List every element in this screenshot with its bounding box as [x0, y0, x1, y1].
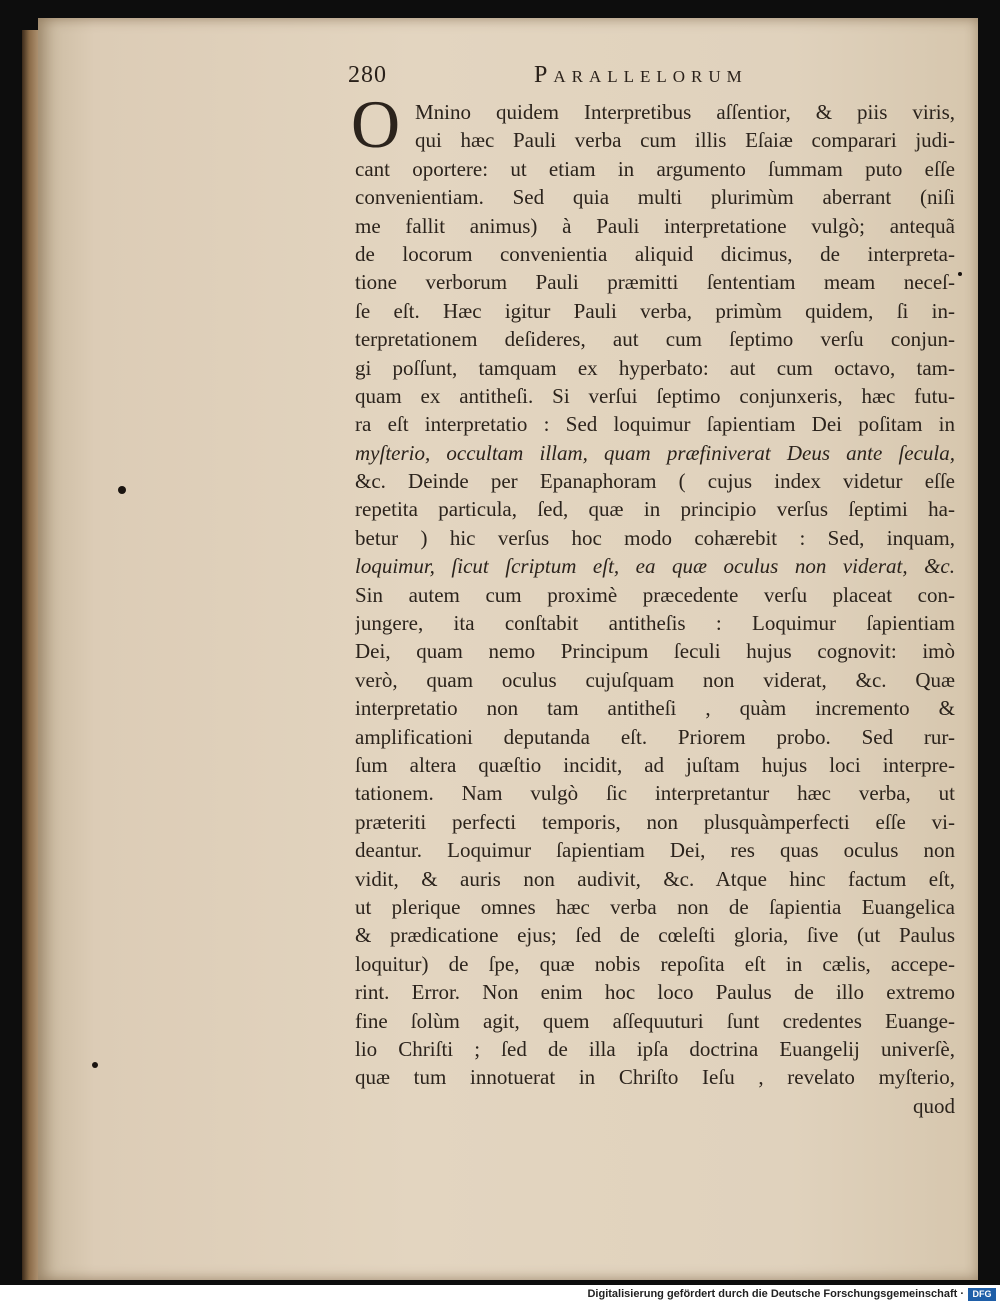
- text-line: verò, quam oculus cujuſquam non viderat, &c. Quæ: [355, 667, 955, 692]
- text-line: ſum altera quæſtio incidit, ad juſtam hujus loci interpre-: [355, 752, 955, 777]
- text-line: lio Chriſti ; ſed de illa ipſa doctrina Euangelij univerſè,: [355, 1036, 955, 1061]
- text-line: tione verborum Pauli præmitti ſententiam meam neceſ-: [355, 270, 955, 295]
- text-line: jungere, ita conſtabit antitheſis : Loquimur ſapientiam: [355, 611, 955, 636]
- text-line: Sin autem cum proximè præcedente verſu placeat con-: [355, 582, 955, 607]
- text-line: convenientiam. Sed quia multi plurimùm aberrant (niſi: [355, 185, 955, 210]
- text-line: quam ex antitheſi. Si verſui ſeptimo conjunxeris, hæc futu-: [355, 383, 955, 408]
- text-line: terpretationem deſideres, aut cum ſeptimo verſu conjun-: [355, 327, 955, 352]
- digitization-footer: [0, 1285, 1000, 1305]
- text-line: loquimur, ſicut ſcriptum eſt, ea quæ oculus non viderat, &c.: [355, 554, 955, 579]
- text-line: quæ tum innotuerat in Chriſto Ieſu , revelato myſterio,: [355, 1065, 955, 1090]
- page-number: 280: [348, 62, 387, 88]
- running-title: Parallelorum: [534, 62, 748, 88]
- ink-speck: [958, 272, 962, 276]
- text-line: de locorum convenientia aliquid dicimus, de interpreta-: [355, 241, 955, 266]
- text-line: rint. Error. Non enim hoc loco Paulus de illo extremo: [355, 980, 955, 1005]
- text-line: fine ſolùm agit, quem aſſequuturi ſunt credentes Euange-: [355, 1008, 955, 1033]
- text-line: ſe eſt. Hæc igitur Pauli verba, primùm quidem, ſi in-: [355, 298, 955, 323]
- text-line: myſterio, occultam illam, quam præfiniverat Deus ante ſecula,: [355, 440, 955, 465]
- text-line: Mnino quidem Interpretibus aſſentior, & piis viris,: [415, 100, 955, 124]
- text-line: ut plerique omnes hæc verba non de ſapientia Euangelica: [355, 894, 955, 919]
- text-line: interpretatio non tam antitheſi , quàm incremento &: [355, 696, 955, 721]
- text-line: vidit, & auris non audivit, &c. Atque hinc factum eſt,: [355, 866, 955, 891]
- drop-cap: O: [351, 86, 401, 162]
- page-header: [348, 62, 968, 92]
- catchword: quod: [913, 1093, 955, 1118]
- text-line: me fallit animus) à Pauli interpretatione vulgò; antequã: [355, 213, 955, 238]
- text-line: deantur. Loquimur ſapientiam Dei, res quas oculus non: [355, 838, 955, 863]
- text-line: qui hæc Pauli verba cum illis Eſaiæ comparari judi-: [415, 128, 955, 153]
- body-text: [351, 86, 955, 1120]
- text-line: & prædicatione ejus; ſed de cœleſti gloria, ſive (ut Paulus: [355, 923, 955, 948]
- text-line: cant oportere: ut etiam in argumento ſummam puto eſſe: [355, 156, 955, 181]
- ink-speck: [118, 486, 126, 494]
- text-line: ra eſt interpretatio : Sed loquimur ſapientiam Dei poſitam in: [355, 412, 955, 437]
- ink-speck: [92, 1062, 98, 1068]
- text-line: Dei, quam nemo Principum ſeculi hujus cognovit: imò: [355, 639, 955, 664]
- text-line: amplificationi deputanda eſt. Priorem probo. Sed rur-: [355, 724, 955, 749]
- text-line: repetita particula, ſed, quæ in principio verſus ſeptimi ha-: [355, 497, 955, 522]
- text-line: præteriti perfecti temporis, non plusquàmperfecti eſſe vi-: [355, 809, 955, 834]
- text-line: betur ) hic verſus hoc modo cohærebit : Sed, inquam,: [355, 525, 955, 550]
- dfg-logo-icon: DFG: [968, 1288, 996, 1301]
- text-line: gi poſſunt, tamquam ex hyperbato: aut cum octavo, tam-: [355, 355, 955, 380]
- text-line: loquitur) de ſpe, quæ nobis repoſita eſt in cælis, accepe-: [355, 951, 955, 976]
- funding-credit: Digitalisierung gefördert durch die Deutsche Forschungsgemeinschaft ·: [587, 1288, 964, 1300]
- text-line: &c. Deinde per Epanaphoram ( cujus index videtur eſſe: [355, 469, 955, 494]
- text-line: tationem. Nam vulgò ſic interpretantur hæc verba, ut: [355, 781, 955, 806]
